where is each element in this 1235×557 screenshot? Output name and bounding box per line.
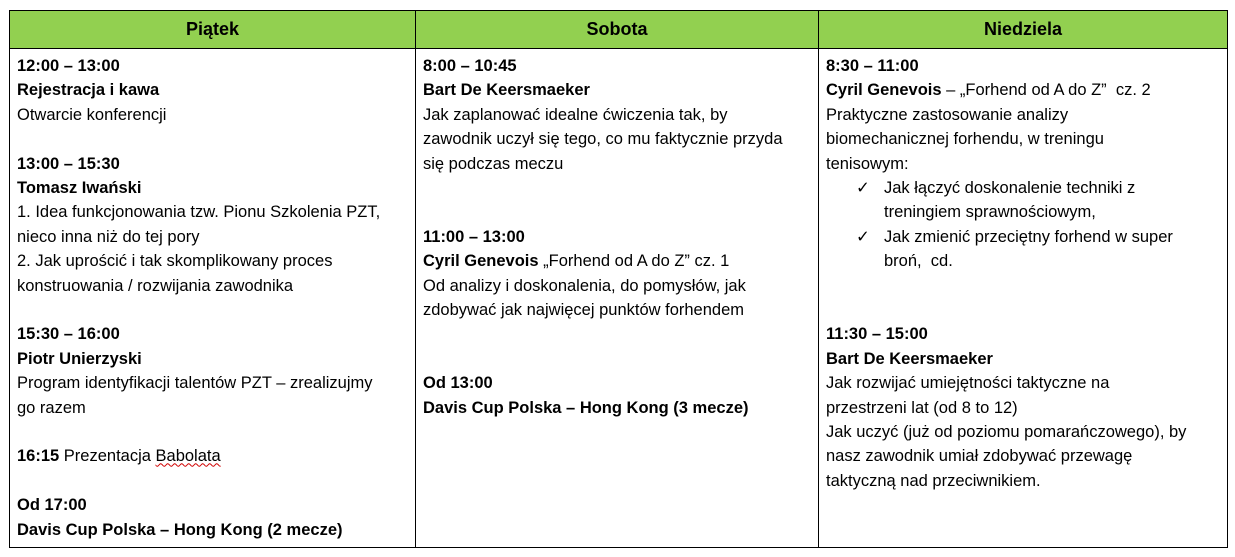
header-friday: Piątek (10, 11, 416, 49)
session-line: konstruowania / rozwijania zawodnika (17, 276, 294, 295)
session-line: Jak rozwijać umiejętności taktyczne na (826, 374, 1110, 393)
content-row (10, 49, 1228, 548)
checkmark-icon: ✓ (856, 227, 870, 246)
session-line: zdobywać jak najwięcej punktów forhendem (423, 301, 745, 320)
session-line: nieco inna niż do tej pory (17, 227, 200, 246)
saturday-cell (416, 49, 819, 548)
session-line: przestrzeni lat (od 8 to 12) (826, 398, 1018, 417)
session-time: Od 17:00 (17, 496, 87, 515)
session-line: go razem (17, 398, 86, 417)
speaker-name: Bart De Keersmaeker (423, 81, 590, 100)
session-topic: „Forhend od A do Z” cz. 1 (538, 252, 730, 271)
schedule-table (9, 10, 1228, 548)
session-line: zawodnik uczył się tego, co mu faktycznie przyda (423, 130, 783, 149)
speaker-name: Tomasz Iwański (17, 179, 142, 198)
checkmark-icon: ✓ (856, 179, 870, 198)
session-line: biomechanicznej forhendu, w treningu (826, 130, 1104, 149)
bullet-item (826, 225, 1220, 274)
session-time: 8:00 – 10:45 (423, 57, 517, 75)
session-time: 11:00 – 13:00 (423, 227, 525, 246)
session-time: 15:30 – 16:00 (17, 325, 120, 344)
bullet-text: Jak zmienić przeciętny forhend w super (884, 227, 1173, 246)
session-title: Davis Cup Polska – Hong Kong (3 mecze) (423, 398, 749, 417)
session-line: tenisowym: (826, 154, 909, 173)
session-time: 12:00 – 13:00 (17, 57, 120, 75)
session-line: Jak zaplanować idealne ćwiczenia tak, by (423, 105, 728, 124)
speaker-topic-line (423, 249, 811, 273)
session-time: Od 13:00 (423, 374, 493, 393)
session-topic: – „Forhend od A do Z” cz. 2 (941, 81, 1151, 100)
friday-cell (10, 49, 416, 548)
presentation-brand: Babolata (155, 447, 221, 466)
bullet-text: broń, cd. (884, 252, 953, 271)
header-saturday: Sobota (416, 11, 819, 49)
session-line: taktyczną nad przeciwnikiem. (826, 471, 1041, 490)
bullet-item (826, 176, 1220, 225)
session-line: Jak uczyć (już od poziomu pomarańczowego), by (826, 423, 1187, 442)
session-time: 8:30 – 11:00 (826, 57, 919, 75)
header-row (10, 11, 1228, 49)
session-title: Rejestracja i kawa (17, 81, 160, 100)
session-line: 2. Jak uprościć i tak skomplikowany proces (17, 252, 333, 271)
speaker-name: Bart De Keersmaeker (826, 349, 993, 368)
session-line: Praktyczne zastosowanie analizy (826, 105, 1069, 124)
session-presentation (17, 444, 408, 468)
session-time: 11:30 – 15:00 (826, 325, 928, 344)
bullet-text: treningiem sprawnościowym, (884, 203, 1096, 222)
session-title: Davis Cup Polska – Hong Kong (2 mecze) (17, 520, 343, 539)
presentation-text: Prezentacja (59, 447, 156, 466)
session-time: 16:15 (17, 447, 60, 466)
speaker-name: Piotr Unierzyski (17, 349, 142, 368)
sunday-cell (819, 49, 1228, 548)
speaker-topic-line (826, 78, 1220, 102)
session-time: 13:00 – 15:30 (17, 154, 120, 173)
header-sunday: Niedziela (819, 11, 1228, 49)
speaker-name: Cyril Genevois (423, 252, 539, 271)
bullet-text: Jak łączyć doskonalenie techniki z (884, 179, 1136, 198)
session-line: się podczas meczu (423, 154, 564, 173)
session-line: Otwarcie konferencji (17, 105, 167, 124)
session-line: Program identyfikacji talentów PZT – zrealizujmy (17, 374, 373, 393)
session-line: nasz zawodnik umiał zdobywać przewagę (826, 447, 1133, 466)
session-line: Od analizy i doskonalenia, do pomysłów, jak (423, 276, 746, 295)
speaker-name: Cyril Genevois (826, 81, 942, 100)
session-line: 1. Idea funkcjonowania tzw. Pionu Szkolenia PZT, (17, 203, 381, 222)
